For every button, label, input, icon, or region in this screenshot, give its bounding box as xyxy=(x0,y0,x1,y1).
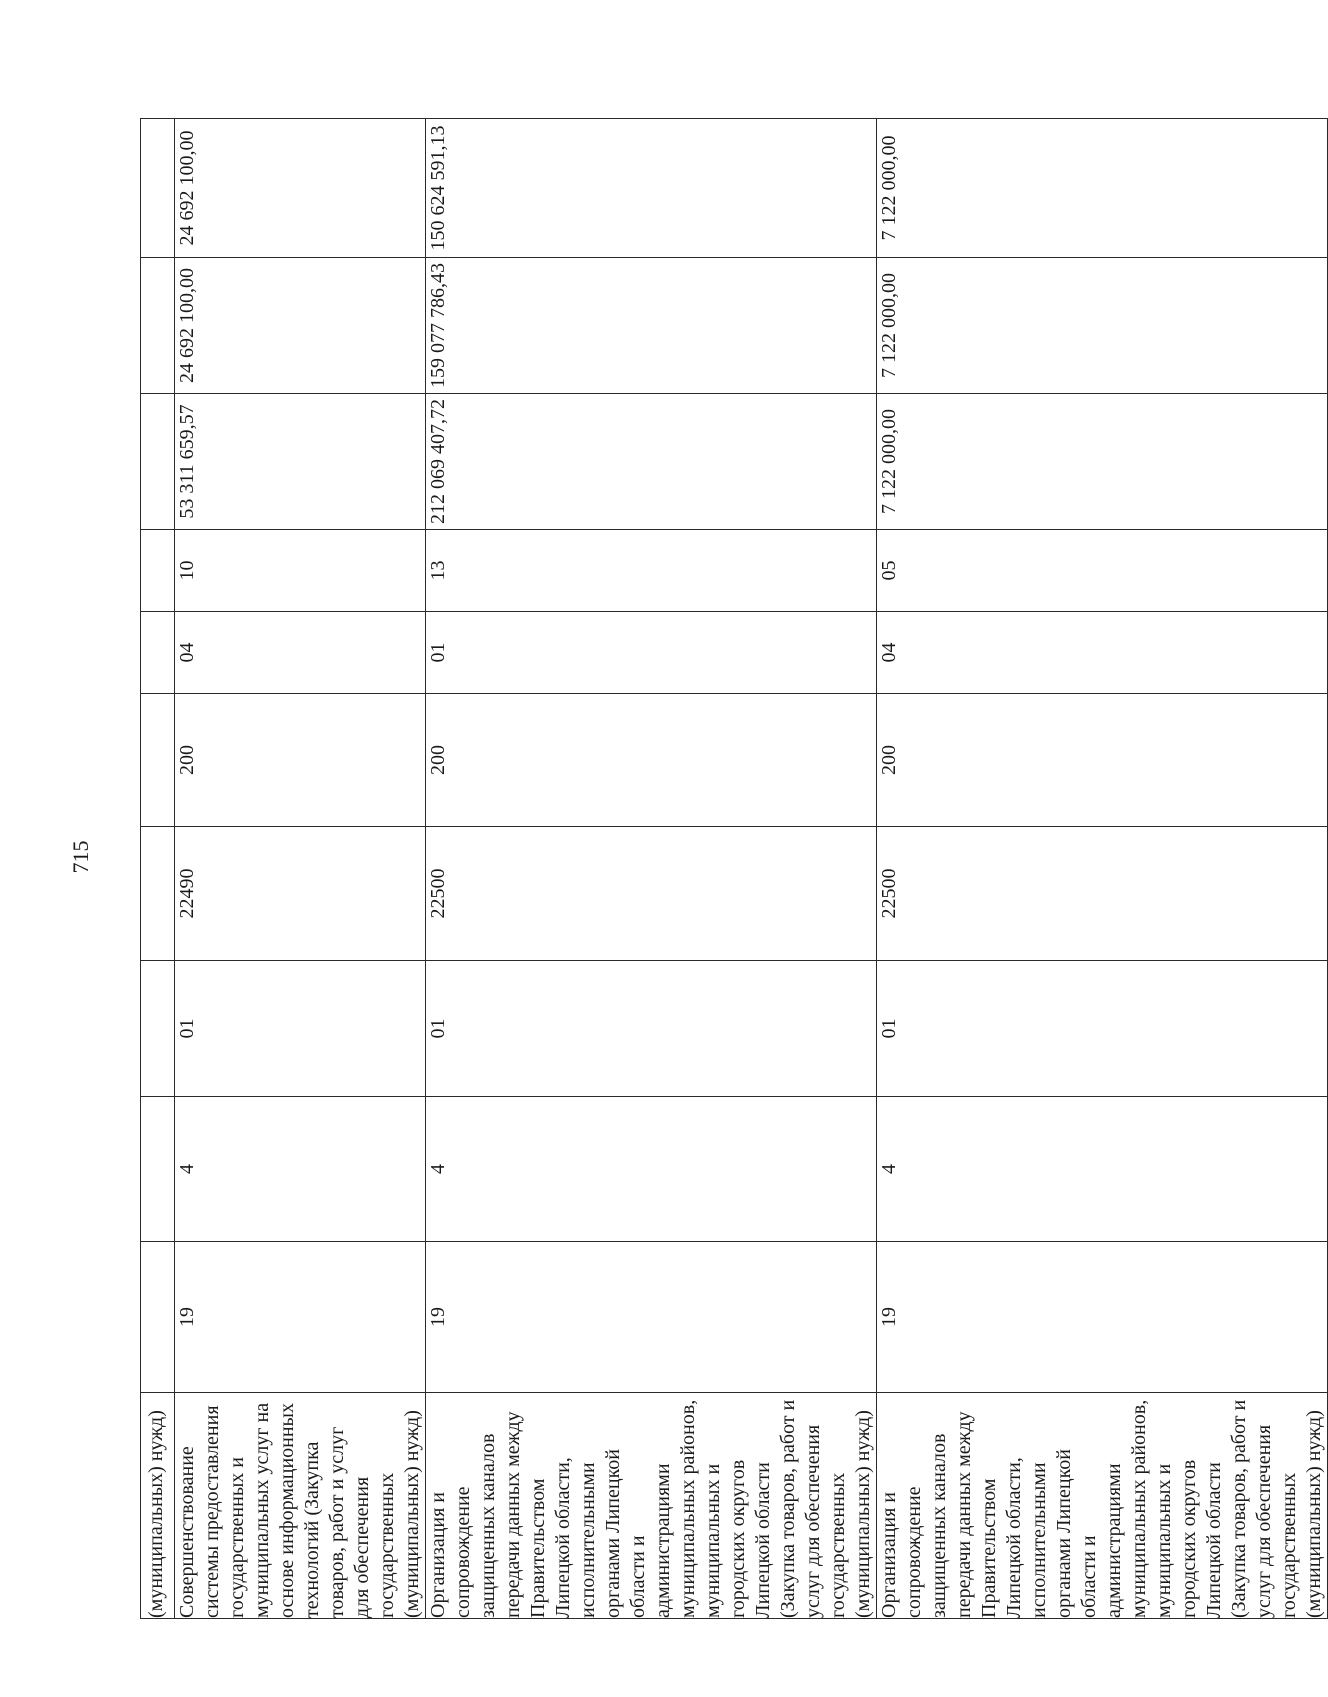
budget-table xyxy=(140,118,1328,1619)
code-vr: 200 xyxy=(175,694,426,827)
code-gp: 19 xyxy=(175,1242,426,1393)
amount-year-2: 24 692 100,00 xyxy=(175,258,426,394)
amount-year-3: 7 122 000,00 xyxy=(877,119,1328,258)
amount-year-1: 7 122 000,00 xyxy=(877,394,1328,530)
row-description: Совершенствование системы предоставления государственных и муниципальных услуг на основе информационных технологий (Закупка товаров, работ и услуг для обеспечения государственных (муниципальных) нужд) xyxy=(175,1393,426,1619)
code-pr: 05 xyxy=(877,530,1328,612)
amount-year-2: 7 122 000,00 xyxy=(877,258,1328,394)
code-pp: 4 xyxy=(877,1097,1328,1242)
amount-year-1: 53 311 659,57 xyxy=(175,394,426,530)
code-om: 01 xyxy=(175,961,426,1097)
code-direction: 22490 xyxy=(175,827,426,961)
table-row xyxy=(175,119,426,1619)
code-rz: 01 xyxy=(426,612,877,694)
code-direction: 22500 xyxy=(877,827,1328,961)
page-number: 715 xyxy=(68,840,93,874)
amount-year-2: 159 077 786,43 xyxy=(426,258,877,394)
row-description: Организация и сопровождение защищенных каналов передачи данных между Правительством Липецкой области, исполнительными органами Липецкой области и администрациями муниципальных районов, муниципальных и городских округов Липецкой области (Закупка товаров, работ и услуг для обеспечения государственных (муниципальных) нужд) xyxy=(877,1393,1328,1619)
code-rz: 04 xyxy=(175,612,426,694)
code-om: 01 xyxy=(426,961,877,1097)
code-om: 01 xyxy=(877,961,1328,1097)
code-gp: 19 xyxy=(426,1242,877,1393)
code-gp: 19 xyxy=(877,1242,1328,1393)
table-row xyxy=(877,119,1328,1619)
amount-year-1: 212 069 407,72 xyxy=(426,394,877,530)
amount-year-3: 150 624 591,13 xyxy=(426,119,877,258)
code-direction: 22500 xyxy=(426,827,877,961)
code-pp: 4 xyxy=(426,1097,877,1242)
code-vr: 200 xyxy=(426,694,877,827)
code-pr: 10 xyxy=(175,530,426,612)
row-description: Организация и сопровождение защищенных каналов передачи данных между Правительством Липецкой области, исполнительными органами Липецкой области и администрациями муниципальных районов, муниципальных и городских округов Липецкой области (Закупка товаров, работ и услуг для обеспечения государственных (муниципальных) нужд) xyxy=(426,1393,877,1619)
code-pr: 13 xyxy=(426,530,877,612)
table-row xyxy=(426,119,877,1619)
amount-year-3: 24 692 100,00 xyxy=(175,119,426,258)
table-row xyxy=(141,119,175,1619)
code-vr: 200 xyxy=(877,694,1328,827)
code-pp: 4 xyxy=(175,1097,426,1242)
code-rz: 04 xyxy=(877,612,1328,694)
row-description: (муниципальных) нужд) xyxy=(141,1393,175,1619)
